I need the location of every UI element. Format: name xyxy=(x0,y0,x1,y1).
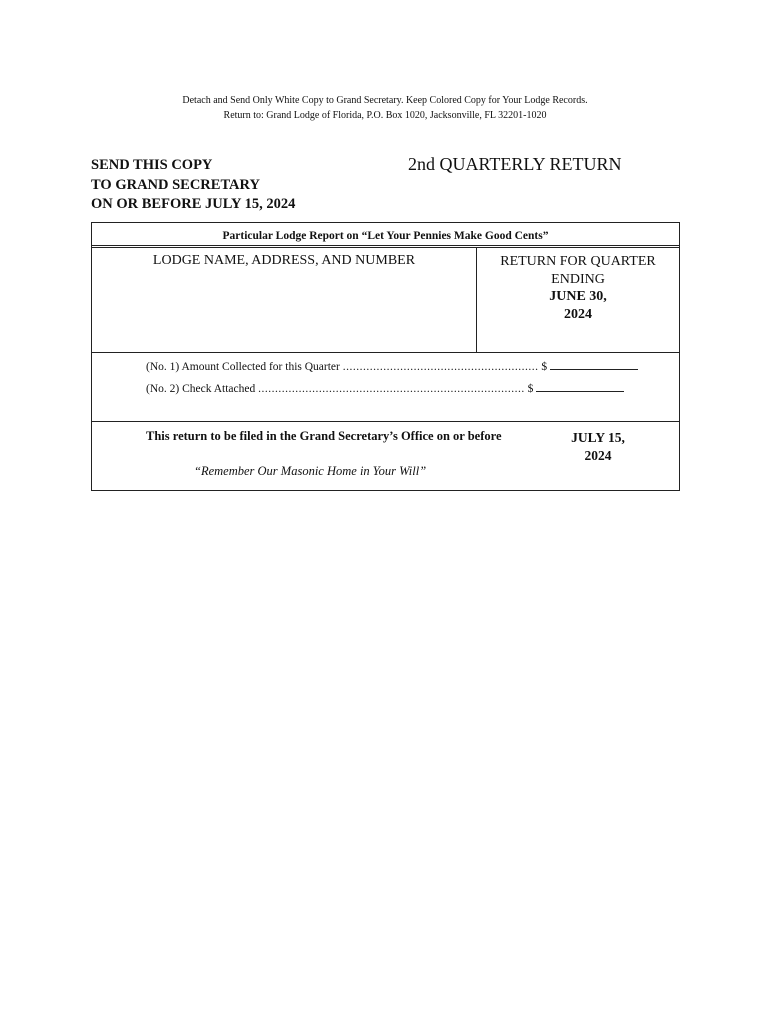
quarter-ending-box xyxy=(477,253,679,323)
leader-dots: ............................................................................... xyxy=(258,383,525,395)
check-attached-label: (No. 2) Check Attached xyxy=(146,383,256,395)
quarter-line-2: ENDING xyxy=(551,271,605,287)
return-address-line: Return to: Grand Lodge of Florida, P.O. Box 1020, Jacksonville, FL 32201-1020 xyxy=(223,110,547,121)
lodge-name-address-field[interactable]: LODGE NAME, ADDRESS, AND NUMBER xyxy=(152,253,416,268)
form-banner: Particular Lodge Report on “Let Your Pennies Make Good Cents” xyxy=(92,223,679,246)
banner-bottom-rule xyxy=(92,247,679,248)
send-line-1: SEND THIS COPY xyxy=(91,157,213,173)
filing-date-line-1: JULY 15, xyxy=(571,430,625,445)
quarter-line-4: 2024 xyxy=(564,306,592,322)
filing-deadline-date xyxy=(552,429,644,465)
quarter-line-3: JUNE 30, xyxy=(549,289,607,304)
quarter-line-1: RETURN FOR QUARTER xyxy=(500,254,656,269)
filing-top-rule xyxy=(92,421,679,422)
leader-dots: .......................................................... xyxy=(342,361,539,373)
send-line-3: ON OR BEFORE JULY 15, 2024 xyxy=(91,196,296,212)
page-title: 2nd QUARTERLY RETURN xyxy=(408,154,622,174)
masonic-home-motto: “Remember Our Masonic Home in Your Will” xyxy=(194,464,427,478)
instructions-line-1: Detach and Send Only White Copy to Grand Secretary. Keep Colored Copy for Your Lodge Records. xyxy=(182,95,588,106)
currency-symbol: $ xyxy=(541,361,548,373)
filing-deadline-text: This return to be filed in the Grand Secretary’s Office on or before xyxy=(146,429,502,443)
send-line-2: TO GRAND SECRETARY xyxy=(91,176,260,193)
check-attached-field[interactable] xyxy=(536,381,624,392)
amounts-top-rule xyxy=(92,352,679,353)
send-this-copy-block xyxy=(91,156,295,215)
check-attached-row xyxy=(146,381,624,395)
lodge-report-form xyxy=(91,222,680,491)
amount-collected-label: (No. 1) Amount Collected for this Quarter xyxy=(146,361,340,373)
currency-symbol: $ xyxy=(527,383,534,395)
amount-collected-field[interactable] xyxy=(550,359,638,370)
filing-date-line-2: 2024 xyxy=(584,448,612,463)
instructions-header xyxy=(0,93,770,123)
amount-collected-row xyxy=(146,359,638,373)
